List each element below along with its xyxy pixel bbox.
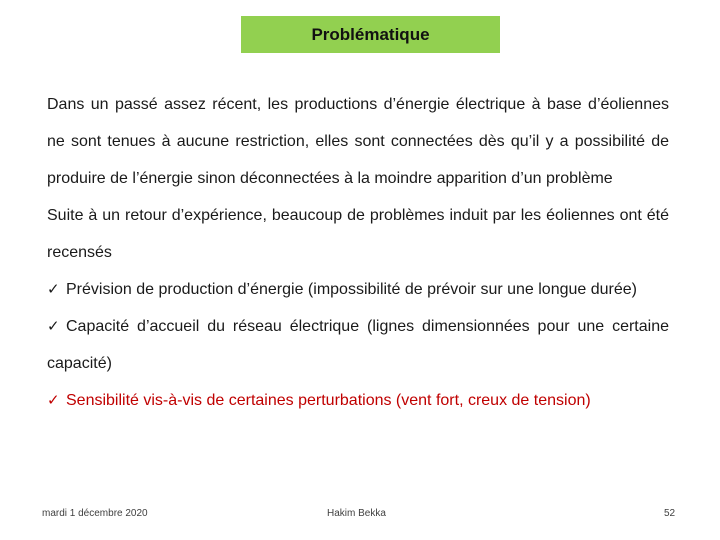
- bullet-capacity: [47, 308, 669, 382]
- check-icon: ✓: [47, 318, 60, 335]
- bullet-forecast-text: Prévision de production d’énergie (impossibilité de prévoir sur une longue durée): [66, 281, 637, 298]
- bullet-forecast: [47, 271, 669, 308]
- check-icon: ✓: [47, 392, 60, 409]
- check-icon: ✓: [47, 281, 60, 298]
- slide-title: Problématique: [311, 24, 430, 44]
- slide-body: [47, 86, 669, 419]
- paragraph-experience: Suite à un retour d’expérience, beaucoup de problèmes induit par les éoliennes ont été recensés: [47, 207, 669, 261]
- bullet-sensitivity: [47, 382, 669, 419]
- bullet-capacity-text: Capacité d’accueil du réseau électrique (lignes dimensionnées pour une certaine capacité): [47, 318, 669, 372]
- paragraph-context: Dans un passé assez récent, les productions d’énergie électrique à base d’éoliennes ne sont tenues à aucune restriction, elles sont connectées dès qu’il y a possibilité de produire de l’énergie sinon déconnectées à la moindre apparition d’un problème: [47, 96, 669, 187]
- footer-author: Hakim Bekka: [327, 508, 386, 519]
- footer-date: mardi 1 décembre 2020: [42, 508, 148, 519]
- bullet-sensitivity-text: Sensibilité vis-à-vis de certaines perturbations (vent fort, creux de tension): [66, 392, 591, 409]
- footer-page-number: 52: [664, 508, 676, 519]
- title-box: [241, 16, 500, 53]
